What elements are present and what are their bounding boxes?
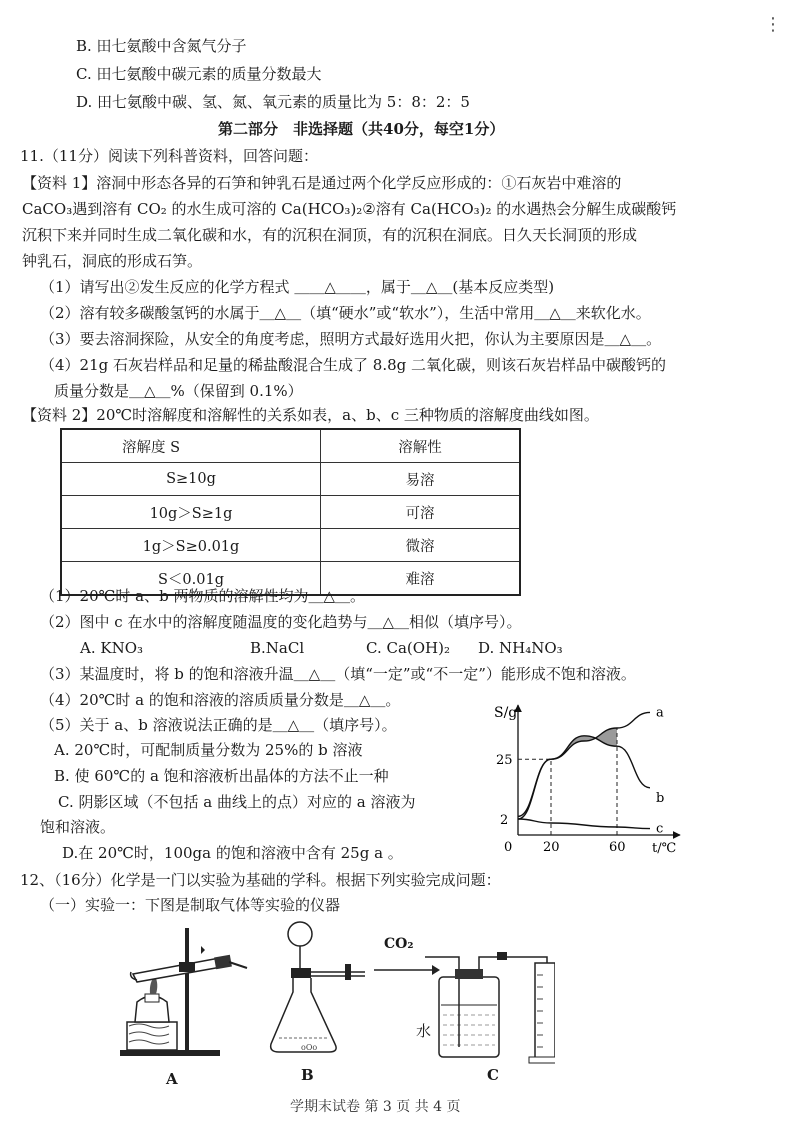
material1-line3: 沉积下来并同时生成二氧化碳和水，有的沉积在洞顶，有的沉积在洞底。日久天长洞顶的形成 [22,226,638,244]
water-label: 水 [416,1022,432,1040]
q5-option-a: A. 20℃时，可配制质量分数为 25%的 b 溶液 [54,741,363,759]
table-cell: S＜0.01g [61,562,321,596]
apparatus-a [115,922,255,1062]
solubility-chart [490,695,690,855]
y-tick-label: 25 [496,753,513,769]
table-cell: 可溶 [321,496,521,529]
apparatus-b [265,920,375,1060]
q11-sub2: （2）溶有较多碳酸氢钙的水属于＿△＿（填“硬水”或“软水”），生活中常用＿△＿来软化水。 [40,304,651,322]
more-menu-icon[interactable]: ⋮ [764,14,782,35]
q11-sub3: （3）要去溶洞探险，从安全的角度考虑，照明方式最好选用火把，你认为主要原因是＿△＿。 [40,330,662,348]
solubility-table [60,428,521,596]
q11-2-3: （3）某温度时，将 b 的饱和溶液升温＿△＿（填“一定”或“不一定”）能形成不饱和溶液。 [40,665,636,683]
page-footer: 学期末试卷 第 3 页 共 4 页 [290,1099,461,1115]
q12-head: 12、（16分）化学是一门以实验为基础的学科。根据下列实验完成问题： [20,871,501,889]
y-axis-label: S/g [494,705,518,721]
material1-line4: 钟乳石，洞底的形成石笋。 [22,252,203,270]
material2: 【资料 2】20℃时溶解度和溶解性的关系如表，a、b、c 三种物质的溶解度曲线如图。 [22,406,599,424]
option-d: D. NH₄NO₃ [478,639,563,657]
co2-label: CO₂ [384,936,414,952]
q11-2-4: （4）20℃时 a 的饱和溶液的溶质质量分数是＿△＿。 [40,691,401,709]
q5-option-c: C. 阴影区域（不包括 a 曲线上的点）对应的 a 溶液为 [58,793,416,811]
q5-option-b: B. 使 60℃的 a 饱和溶液析出晶体的方法不止一种 [54,767,389,785]
series-line-c [518,819,650,829]
q12-sub1: （一）实验一：下图是制取气体等实验的仪器 [40,896,341,914]
table-row [61,463,520,496]
part2-title: 第二部分 非选择题（共40分，每空1分） [218,120,505,138]
series-label-a: a [656,705,664,721]
series-line-b [518,736,650,817]
x-tick-label: 0 [504,840,513,855]
y-tick-label: 2 [500,813,509,828]
label-b: B [301,1066,314,1084]
table-cell: 1g＞S≥0.01g [61,529,321,562]
q11-sub4a: （4）21g 石灰岩样品和足量的稀盐酸混合生成了 8.8g 二氧化碳，则该石灰岩样品中碳酸钙的 [40,356,666,374]
q11-head: 11.（11分）阅读下列科普资料，回答问题： [20,147,318,165]
q5-option-d: D.在 20℃时，100ga 的饱和溶液中含有 25g a 。 [62,844,403,862]
option-a: A. KNO₃ [80,639,144,657]
table-row [61,496,520,529]
label-a: A [166,1070,178,1088]
table-header: 溶解度 S [61,429,321,463]
table-row [61,529,520,562]
option-c: C. 田七氨酸中碳元素的质量分数最大 [76,65,322,83]
material1-line1: 【资料 1】溶洞中形态各异的石笋和钟乳石是通过两个化学反应形成的：①石灰岩中难溶的 [22,174,622,192]
q11-sub1: （1）请写出②发生反应的化学方程式 ＿＿△＿＿，属于＿△＿(基本反应类型) [40,278,555,296]
q11-2-2: （2）图中 c 在水中的溶解度随温度的变化趋势与＿△＿相似（填序号）。 [40,613,522,631]
table-header: 溶解性 [321,429,521,463]
material1-line2: CaCO₃遇到溶有 CO₂ 的水生成可溶的 Ca(HCO₃)₂②溶有 Ca(HCO₃)₂ 的水遇热会分解生成碳酸钙 [22,200,677,218]
table-cell: 难溶 [321,562,521,596]
x-tick-label: 60 [609,840,626,855]
series-line-a [518,712,650,819]
table-cell: S≥10g [61,463,321,496]
series-label-c: c [656,821,664,837]
x-axis-label: t/℃ [652,841,677,855]
table-header-row [61,429,520,463]
option-d: D. 田七氨酸中碳、氢、氮、氧元素的质量比为 5：8：2：5 [76,93,470,111]
apparatus-c [425,935,555,1065]
option-b: B. 田七氨酸中含氮气分子 [76,37,247,55]
label-c: C [487,1066,499,1084]
option-c: C. Ca(OH)₂ [366,639,450,657]
series-label-b: b [656,790,665,806]
table-cell: 易溶 [321,463,521,496]
q5-option-c-cont: 饱和溶液。 [40,818,116,836]
q11-2-5: （5）关于 a、b 溶液说法正确的是＿△＿（填序号）。 [40,716,397,734]
option-b: B.NaCl [250,639,305,657]
svg-text:oOo: oOo [301,1043,318,1052]
q11-sub4b: 质量分数是＿△＿%（保留到 0.1%） [54,382,303,400]
x-tick-label: 20 [543,840,560,855]
table-cell: 10g＞S≥1g [61,496,321,529]
table-cell: 微溶 [321,529,521,562]
q11-2-1: （1）20℃时 a、b 两物质的溶解性均为＿△＿。 [40,587,366,605]
